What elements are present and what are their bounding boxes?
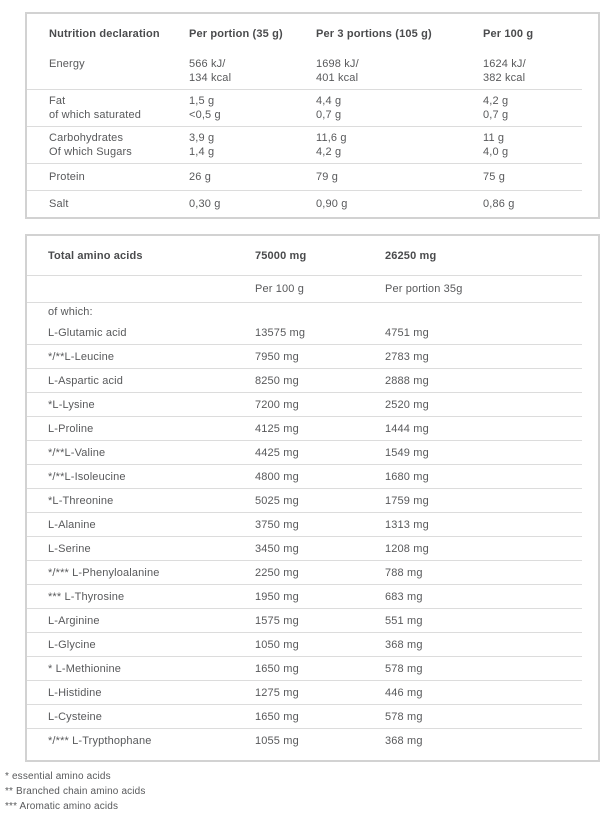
value-line: 134 kcal xyxy=(189,72,232,84)
amino-name: *** L-Thyrosine xyxy=(48,591,125,603)
amino-header-total: Total amino acids xyxy=(48,250,143,262)
nutrition-table xyxy=(27,14,582,217)
value-line: 4,2 g xyxy=(483,95,509,107)
amino-name: L-Alanine xyxy=(48,519,96,531)
amino-row xyxy=(27,321,582,344)
amino-row xyxy=(27,560,582,584)
amino-per-portion: 368 mg xyxy=(385,639,423,651)
amino-name: * L-Methionine xyxy=(48,663,122,675)
value-line: 4,4 g xyxy=(316,95,342,107)
amino-row xyxy=(27,608,582,632)
amino-per-100g: 1050 mg xyxy=(255,639,299,651)
amino-header-row xyxy=(27,236,582,275)
value-line: 26 g xyxy=(189,171,212,183)
nutrient-value xyxy=(316,127,483,163)
amino-per-100g: 1650 mg xyxy=(255,663,299,675)
nutrient-label xyxy=(27,164,189,190)
value-line: 11 g xyxy=(483,132,505,144)
amino-subheader-row xyxy=(27,275,582,302)
amino-name: */*** L-Trypthophane xyxy=(48,735,152,747)
amino-per-portion: 788 mg xyxy=(385,567,423,579)
nutrition-table-body xyxy=(27,53,582,217)
nutrient-label xyxy=(27,127,189,163)
nutrient-value xyxy=(189,53,316,89)
amino-header-total-per-100g: 75000 mg xyxy=(255,250,307,262)
value-line: 0,7 g xyxy=(316,109,342,121)
amino-per-portion: 578 mg xyxy=(385,663,423,675)
amino-per-portion: 578 mg xyxy=(385,711,423,723)
value-line: Protein xyxy=(49,171,85,183)
nutrition-row xyxy=(27,163,582,190)
amino-per-100g: 4425 mg xyxy=(255,447,299,459)
nutrient-value xyxy=(483,53,582,89)
value-line: Of which Sugars xyxy=(49,146,132,158)
amino-acids-panel xyxy=(25,234,600,762)
value-line: of which saturated xyxy=(49,109,141,121)
amino-per-100g: 8250 mg xyxy=(255,375,299,387)
nutrient-value xyxy=(316,53,483,89)
value-line: 4,0 g xyxy=(483,146,509,158)
value-line: 11,6 g xyxy=(316,132,347,144)
amino-per-portion: 683 mg xyxy=(385,591,423,603)
amino-per-100g: 5025 mg xyxy=(255,495,299,507)
value-line: 1,4 g xyxy=(189,146,215,158)
nutrition-row xyxy=(27,126,582,163)
nutrient-value xyxy=(189,127,316,163)
nutrition-label-page xyxy=(0,12,615,810)
amino-row xyxy=(27,344,582,368)
amino-subheader-empty xyxy=(27,276,255,288)
nutrition-row xyxy=(27,53,582,89)
amino-row xyxy=(27,440,582,464)
value-line: Carbohydrates xyxy=(49,132,124,144)
amino-name: */*** L-Phenyloalanine xyxy=(48,567,160,579)
value-line: Energy xyxy=(49,58,85,70)
amino-name: L-Cysteine xyxy=(48,711,103,723)
amino-name: L-Aspartic acid xyxy=(48,375,124,387)
nutrient-value xyxy=(316,90,483,126)
amino-per-100g: 1575 mg xyxy=(255,615,299,627)
amino-name: L-Glycine xyxy=(48,639,96,651)
amino-per-100g: 2250 mg xyxy=(255,567,299,579)
value-line: 1,5 g xyxy=(189,95,215,107)
amino-name: */**L-Valine xyxy=(48,447,106,459)
amino-per-portion: 551 mg xyxy=(385,615,423,627)
nutrient-value xyxy=(483,164,582,190)
value-line: 1624 kJ/ xyxy=(483,58,526,70)
footnote-line: *** Aromatic amino acids xyxy=(5,801,119,812)
value-line: Salt xyxy=(49,198,69,210)
amino-acids-table xyxy=(27,236,582,752)
amino-row xyxy=(27,488,582,512)
amino-name: L-Histidine xyxy=(48,687,102,699)
amino-per-100g: 1275 mg xyxy=(255,687,299,699)
amino-name: */**L-Isoleucine xyxy=(48,471,126,483)
nutrition-header-row xyxy=(27,14,582,53)
value-line: 0,7 g xyxy=(483,109,509,121)
value-line: 382 kcal xyxy=(483,72,526,84)
amino-row xyxy=(27,416,582,440)
amino-row xyxy=(27,680,582,704)
amino-name: */**L-Leucine xyxy=(48,351,115,363)
amino-per-100g: 4800 mg xyxy=(255,471,299,483)
amino-name: L-Serine xyxy=(48,543,91,555)
amino-header-total-per-portion: 26250 mg xyxy=(385,250,437,262)
nutrient-value xyxy=(483,127,582,163)
nutrition-header-per-100g: Per 100 g xyxy=(483,28,534,40)
amino-per-100g: 3450 mg xyxy=(255,543,299,555)
amino-per-portion: 2888 mg xyxy=(385,375,429,387)
nutrition-header-per-portion: Per portion (35 g) xyxy=(189,28,283,40)
value-line: Fat xyxy=(49,95,66,107)
nutrition-header-declaration: Nutrition declaration xyxy=(49,28,160,40)
amino-subheader-per-100g: Per 100 g xyxy=(255,283,305,295)
nutrient-label xyxy=(27,53,189,75)
amino-per-portion: 2783 mg xyxy=(385,351,429,363)
amino-section-label: of which: xyxy=(48,306,93,318)
amino-per-portion: 2520 mg xyxy=(385,399,429,411)
value-line: 3,9 g xyxy=(189,132,215,144)
nutrition-row xyxy=(27,190,582,217)
nutrient-value xyxy=(189,90,316,126)
value-line: 4,2 g xyxy=(316,146,342,158)
nutrition-row xyxy=(27,89,582,126)
amino-per-100g: 1055 mg xyxy=(255,735,299,747)
footnote-line: * essential amino acids xyxy=(5,771,111,782)
amino-per-portion: 1549 mg xyxy=(385,447,429,459)
value-line: <0,5 g xyxy=(189,109,221,121)
amino-per-portion: 1444 mg xyxy=(385,423,429,435)
amino-per-portion: 4751 mg xyxy=(385,327,429,339)
amino-per-portion: 1208 mg xyxy=(385,543,429,555)
amino-table-body xyxy=(27,321,582,752)
amino-per-100g: 1950 mg xyxy=(255,591,299,603)
amino-per-100g: 7950 mg xyxy=(255,351,299,363)
nutrition-declaration-panel xyxy=(25,12,600,219)
value-line: 401 kcal xyxy=(316,72,359,84)
amino-row xyxy=(27,704,582,728)
amino-per-portion: 368 mg xyxy=(385,735,423,747)
amino-name: L-Proline xyxy=(48,423,94,435)
amino-row xyxy=(27,728,582,752)
value-line: 75 g xyxy=(483,171,506,183)
amino-row xyxy=(27,512,582,536)
amino-row xyxy=(27,536,582,560)
amino-name: *L-Threonine xyxy=(48,495,114,507)
amino-per-100g: 7200 mg xyxy=(255,399,299,411)
amino-row xyxy=(27,584,582,608)
amino-per-portion: 1759 mg xyxy=(385,495,429,507)
nutrient-value xyxy=(189,164,316,190)
amino-name: L-Glutamic acid xyxy=(48,327,127,339)
amino-subheader-per-portion: Per portion 35g xyxy=(385,283,463,295)
nutrient-value xyxy=(316,164,483,190)
amino-per-100g: 13575 mg xyxy=(255,327,306,339)
value-line: 566 kJ/ xyxy=(189,58,226,70)
value-line: 0,86 g xyxy=(483,198,515,210)
nutrient-value xyxy=(483,90,582,126)
value-line: 1698 kJ/ xyxy=(316,58,359,70)
nutrient-label xyxy=(27,191,189,217)
value-line: 0,30 g xyxy=(189,198,221,210)
nutrient-value xyxy=(189,191,316,217)
value-line: 79 g xyxy=(316,171,339,183)
amino-name: *L-Lysine xyxy=(48,399,95,411)
amino-name: L-Arginine xyxy=(48,615,100,627)
amino-per-100g: 1650 mg xyxy=(255,711,299,723)
footnotes xyxy=(5,770,615,814)
amino-row xyxy=(27,464,582,488)
amino-per-100g: 3750 mg xyxy=(255,519,299,531)
amino-per-portion: 1313 mg xyxy=(385,519,429,531)
amino-row xyxy=(27,632,582,656)
amino-row xyxy=(27,656,582,680)
nutrient-value xyxy=(483,191,582,217)
amino-per-portion: 1680 mg xyxy=(385,471,429,483)
nutrient-label xyxy=(27,90,189,126)
amino-row xyxy=(27,368,582,392)
amino-section-row xyxy=(27,302,582,321)
amino-per-100g: 4125 mg xyxy=(255,423,299,435)
footnote-line: ** Branched chain amino acids xyxy=(5,786,146,797)
nutrient-value xyxy=(316,191,483,217)
amino-per-portion: 446 mg xyxy=(385,687,423,699)
amino-row xyxy=(27,392,582,416)
value-line: 0,90 g xyxy=(316,198,348,210)
nutrition-header-per-3-portions: Per 3 portions (105 g) xyxy=(316,28,432,40)
